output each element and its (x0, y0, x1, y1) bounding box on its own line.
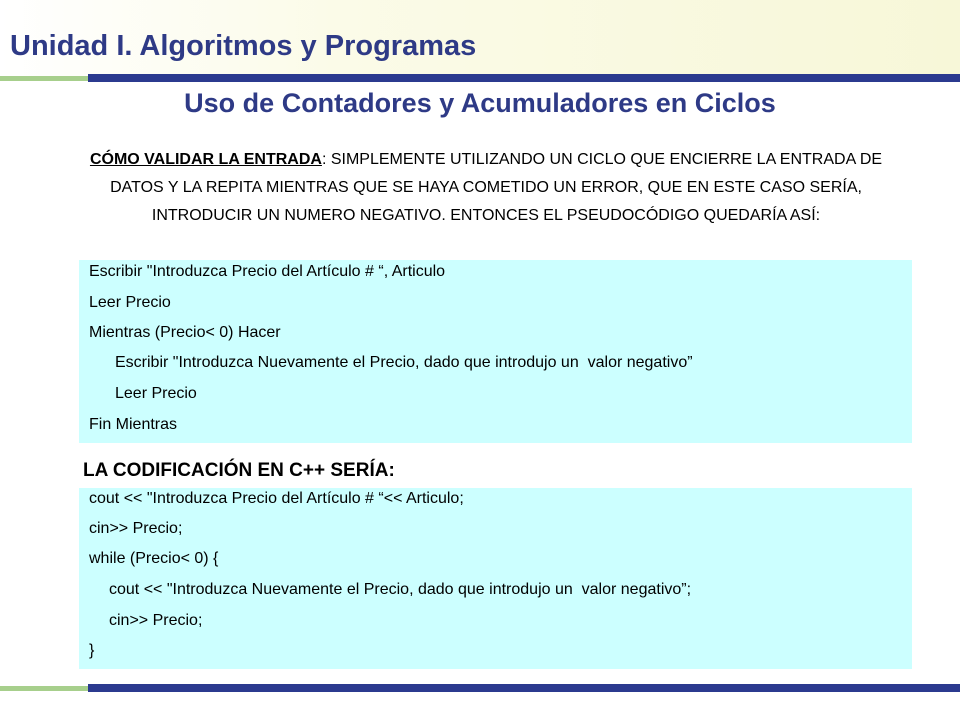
intro-term: CÓMO VALIDAR LA ENTRADA (89, 151, 322, 168)
cpp-code-block (79, 488, 912, 669)
cpp-section-heading: LA CODIFICACIÓN EN C++ SERÍA: (83, 460, 395, 481)
pseudocode-line: Escribir "Introduzca Precio del Artículo # “, Articulo (89, 263, 446, 280)
slide-subtitle: Uso de Contadores y Acumuladores en Ciclos (184, 88, 776, 118)
slide-header-title: Unidad I. Algoritmos y Programas (10, 30, 477, 62)
pseudocode-line: Leer Precio (89, 294, 171, 311)
header-accent-rule (0, 76, 88, 81)
cpp-code-line: cout << "Introduzca Nuevamente el Precio, dado que introdujo un valor negativo”; (109, 581, 692, 598)
footer-divider-rule (88, 684, 960, 692)
pseudocode-line: Mientras (Precio< 0) Hacer (89, 324, 281, 341)
cpp-code-line: cin>> Precio; (89, 520, 183, 537)
intro-text: : SIMPLEMENTE UTILIZANDO UN CICLO QUE ENCIERRE LA ENTRADA DE DATOS Y LA REPITA MIENTRAS QUE SE HAYA COMETIDO UN ERROR, QUE EN ESTE CASO SERÍA, INTRODUCIR UN NUMERO NEGATIVO. ENTONCES EL PSEUDOCÓDIGO QUEDARÍA ASÍ: (110, 151, 883, 224)
pseudocode-block (79, 260, 912, 443)
header-divider-rule (88, 74, 960, 82)
pseudocode-line: Fin Mientras (89, 416, 178, 433)
cpp-code-line: } (89, 642, 95, 659)
intro-paragraph (72, 146, 900, 230)
pseudocode-line: Escribir "Introduzca Nuevamente el Precio, dado que introdujo un valor negativo” (115, 354, 693, 371)
footer-accent-rule (0, 686, 88, 691)
cpp-code-line: cout << "Introduzca Precio del Artículo # “<< Articulo; (89, 490, 464, 507)
cpp-code-line: cin>> Precio; (109, 612, 203, 629)
pseudocode-line: Leer Precio (115, 385, 197, 402)
cpp-code-line: while (Precio< 0) { (89, 550, 219, 567)
